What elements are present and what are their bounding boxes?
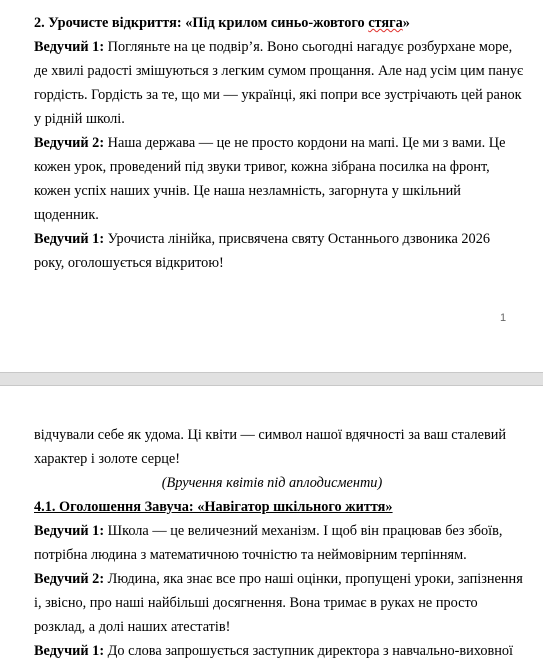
section-heading: 2. Урочисте відкриття: «Під крилом синьо-жовтого стяга»: [34, 15, 410, 31]
paragraph-line: Ведучий 1: Школа — це величезний механізм. І щоб він працював без збоїв,: [34, 523, 503, 539]
page-number: 1: [500, 312, 507, 324]
stage-direction: (Вручення квітів під аплодисменти): [161, 475, 383, 491]
paragraph-line: Ведучий 2: Людина, яка знає все про наші оцінки, пропущені уроки, запізнення: [34, 571, 523, 587]
speaker-label: Ведучий 1:: [34, 39, 105, 55]
section-heading: 4.1. Оголошення Завуча: «Навігатор шкільного життя»: [34, 499, 393, 515]
page-break-gap: [0, 372, 543, 386]
paragraph-line: Ведучий 1: Погляньте на це подвір’я. Воно сьогодні нагадує розбурхане море,: [34, 39, 513, 55]
paragraph-line: щоденник.: [34, 207, 99, 223]
paragraph-line: кожен урок, проведений під звуки тривог, кожна зібрана посилка на фронт,: [34, 159, 490, 175]
paragraph-line: Ведучий 1: Урочиста лінійка, присвячена святу Останнього дзвоника 2026: [34, 231, 490, 247]
speaker-label: Ведучий 2:: [34, 571, 105, 587]
paragraph-line: у рідній школі.: [34, 111, 125, 127]
speaker-label: Ведучий 1:: [34, 643, 105, 659]
paragraph-line: і, звісно, про наші найбільші досягнення. Вона тримає в руках не просто: [34, 595, 478, 611]
paragraph-line: гордість. Гордість за те, що ми — українці, які попри все зустрічають цей ранок: [34, 87, 522, 103]
speaker-label: Ведучий 1:: [34, 523, 105, 539]
paragraph-line: де хвилі радості змішуються з легким сумом прощання. Але над усім цим панує: [34, 63, 524, 79]
paragraph-line: відчували себе як удома. Ці квіти — символ нашої вдячності за ваш сталевий: [34, 427, 507, 443]
paragraph-line: характер і золоте серце!: [34, 451, 180, 467]
paragraph-line: кожен успіх наших учнів. Це наша незламність, загорнута у шкільний: [34, 183, 461, 199]
paragraph-line: року, оголошується відкритою!: [34, 255, 224, 271]
speaker-label: Ведучий 1:: [34, 231, 105, 247]
paragraph-line: Ведучий 1: До слова запрошується заступник директора з навчально-виховної: [34, 643, 514, 659]
paragraph-line: потрібна людина з математичною точністю та неймовірним терпінням.: [34, 547, 467, 563]
paragraph-line: розклад, а долі наших атестатів!: [34, 619, 231, 635]
misspelled-word: стяга: [368, 15, 403, 31]
document-page-2: [0, 386, 543, 664]
paragraph-line: Ведучий 2: Наша держава — це не просто кордони на мапі. Це ми з вами. Це: [34, 135, 506, 151]
speaker-label: Ведучий 2:: [34, 135, 105, 151]
